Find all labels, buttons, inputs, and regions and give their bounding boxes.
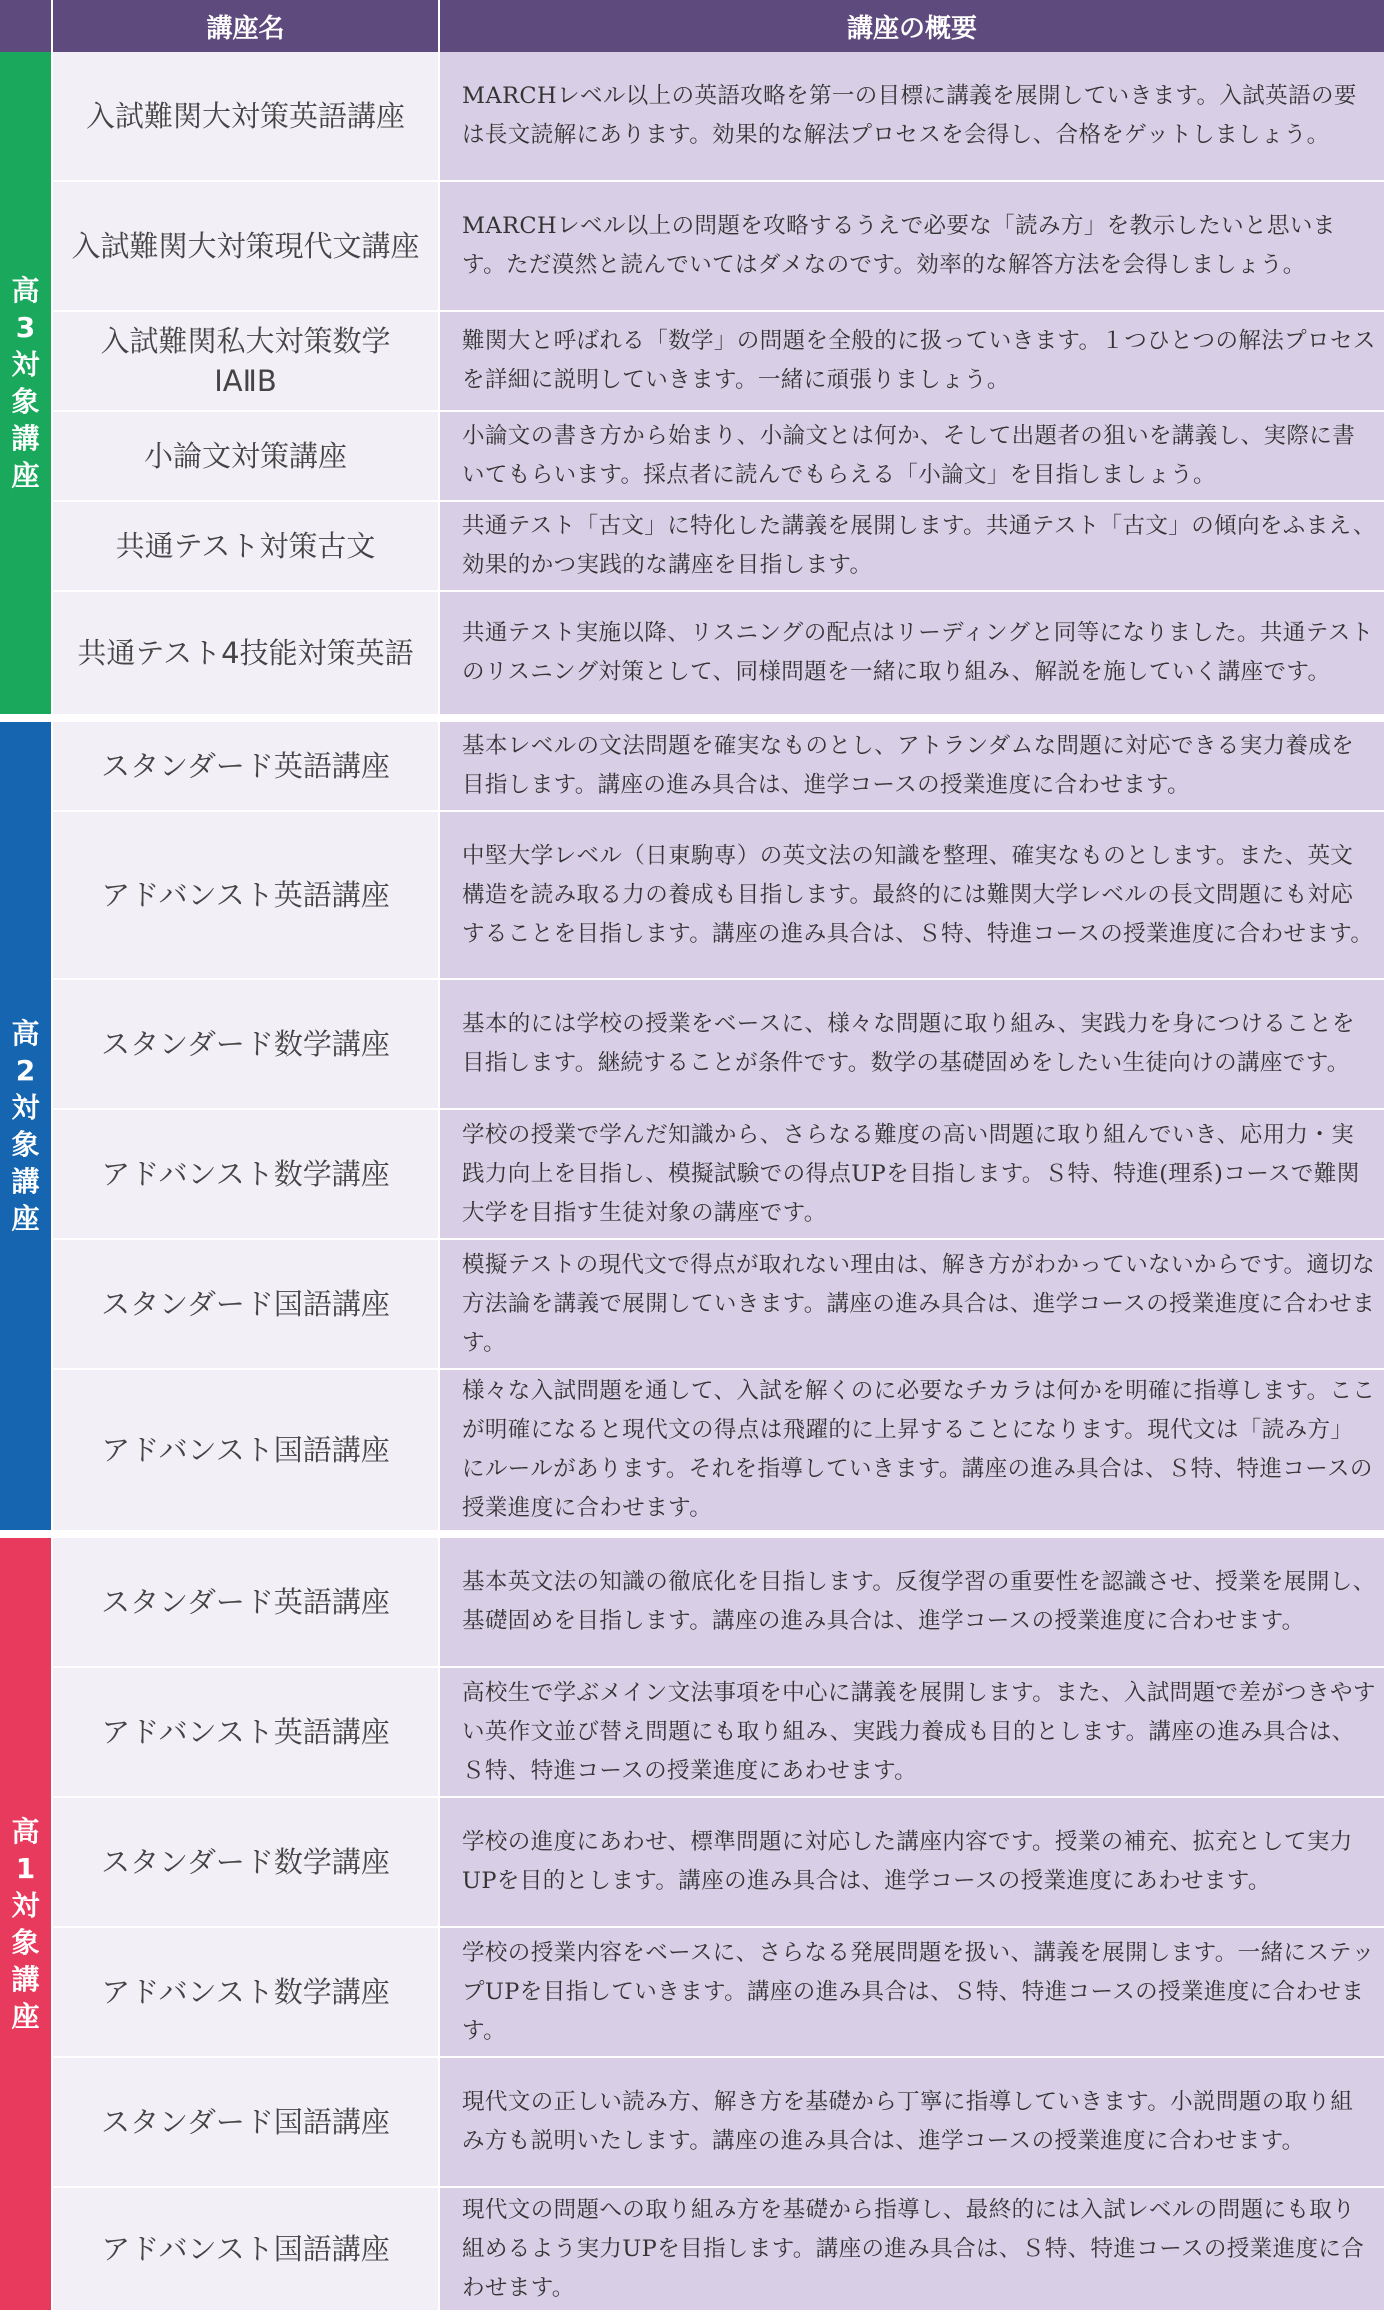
course-summary: 学校の進度にあわせ、標準問題に対応した講座内容です。授業の補充、拡充として実力UPを目的とします。講座の進み具合は、進学コースの授業進度にあわせます。 (440, 1798, 1384, 1928)
header-course-summary: 講座の概要 (440, 0, 1384, 52)
grade-label-cell (0, 52, 53, 722)
course-name: スタンダード国語講座 (53, 2058, 440, 2188)
course-summary: 基本レベルの文法問題を確実なものとし、アトランダムな問題に対応できる実力養成を目指します。講座の進み具合は、進学コースの授業進度に合わせます。 (440, 722, 1384, 812)
table-row (0, 1668, 1384, 1798)
course-summary: 小論文の書き方から始まり、小論文とは何か、そして出題者の狙いを講義し、実際に書いてもらいます。採点者に読んでもらえる「小論文」を目指しましょう。 (440, 412, 1384, 502)
grade-label: 高1対象講座 (11, 1815, 40, 2033)
table-row (0, 1538, 1384, 1668)
course-summary: 共通テスト「古文」に特化した講義を展開します。共通テスト「古文」の傾向をふまえ、効果的かつ実践的な講座を目指します。 (440, 502, 1384, 592)
course-summary: 現代文の問題への取り組み方を基礎から指導し、最終的には入試レベルの問題にも取り組めるよう実力UPを目指します。講座の進み具合は、Ｓ特、特進コースの授業進度に合わせます。 (440, 2188, 1384, 2318)
course-name: スタンダード英語講座 (53, 1538, 440, 1668)
grade-label-cell (0, 722, 53, 1538)
course-summary: 共通テスト実施以降、リスニングの配点はリーディングと同等になりました。共通テストのリスニング対策として、同様問題を一緒に取り組み、解説を施していく講座です。 (440, 592, 1384, 722)
course-name: 入試難関私大対策数学 ⅠAⅡB (53, 312, 440, 412)
table-row (0, 1110, 1384, 1240)
table-row (0, 182, 1384, 312)
table-row (0, 812, 1384, 980)
course-name: スタンダード数学講座 (53, 980, 440, 1110)
course-name: 小論文対策講座 (53, 412, 440, 502)
table-row (0, 1240, 1384, 1370)
header-grade-cell (0, 0, 53, 52)
table-row (0, 502, 1384, 592)
course-summary: 基本英文法の知識の徹底化を目指します。反復学習の重要性を認識させ、授業を展開し、基礎固めを目指します。講座の進み具合は、進学コースの授業進度に合わせます。 (440, 1538, 1384, 1668)
grade-label: 高2対象講座 (11, 1017, 40, 1235)
course-summary: 中堅大学レベル（日東駒専）の英文法の知識を整理、確実なものとします。また、英文構造を読み取る力の養成も目指します。最終的には難関大学レベルの長文問題にも対応することを目指します。講座の進み具合は、Ｓ特、特進コースの授業進度に合わせます。 (440, 812, 1384, 980)
course-name: アドバンスト英語講座 (53, 812, 440, 980)
course-name: 入試難関大対策現代文講座 (53, 182, 440, 312)
course-name: 共通テスト4技能対策英語 (53, 592, 440, 722)
course-name: アドバンスト数学講座 (53, 1928, 440, 2058)
table-row (0, 980, 1384, 1110)
table-row (0, 592, 1384, 722)
course-name: アドバンスト数学講座 (53, 1110, 440, 1240)
course-name: アドバンスト国語講座 (53, 2188, 440, 2318)
course-summary: 基本的には学校の授業をベースに、様々な問題に取り組み、実践力を身につけることを目指します。継続することが条件です。数学の基礎固めをしたい生徒向けの講座です。 (440, 980, 1384, 1110)
course-summary: 模擬テストの現代文で得点が取れない理由は、解き方がわかっていないからです。適切な方法論を講義で展開していきます。講座の進み具合は、進学コースの授業進度に合わせます。 (440, 1240, 1384, 1370)
course-name: アドバンスト国語講座 (53, 1370, 440, 1538)
course-name: 入試難関大対策英語講座 (53, 52, 440, 182)
header-course-name: 講座名 (53, 0, 440, 52)
course-summary: 様々な入試問題を通して、入試を解くのに必要なチカラは何かを明確に指導します。ここが明確になると現代文の得点は飛躍的に上昇することになります。現代文は「読み方」にルールがあります。それを指導していきます。講座の進み具合は、Ｓ特、特進コースの授業進度に合わせます。 (440, 1370, 1384, 1538)
course-summary: MARCHレベル以上の英語攻略を第一の目標に講義を展開していきます。入試英語の要は長文読解にあります。効果的な解法プロセスを会得し、合格をゲットしましょう。 (440, 52, 1384, 182)
table-row (0, 2058, 1384, 2188)
grade-label-cell (0, 1538, 53, 2318)
course-summary: MARCHレベル以上の問題を攻略するうえで必要な「読み方」を教示したいと思います。ただ漠然と読んでいてはダメなのです。効率的な解答方法を会得しましょう。 (440, 182, 1384, 312)
table-row (0, 1798, 1384, 1928)
table-header-row (0, 0, 1384, 52)
course-name: スタンダード国語講座 (53, 1240, 440, 1370)
course-summary: 学校の授業で学んだ知識から、さらなる難度の高い問題に取り組んでいき、応用力・実践力向上を目指し、模擬試験での得点UPを目指します。Ｓ特、特進(理系)コースで難関大学を目指す生徒対象の講座です。 (440, 1110, 1384, 1240)
course-summary: 難関大と呼ばれる「数学」の問題を全般的に扱っていきます。１つひとつの解法プロセスを詳細に説明していきます。一緒に頑張りましょう。 (440, 312, 1384, 412)
course-name: 共通テスト対策古文 (53, 502, 440, 592)
table-row (0, 1928, 1384, 2058)
table-row (0, 1370, 1384, 1538)
table-row (0, 52, 1384, 182)
table-body (0, 52, 1384, 2318)
course-summary: 高校生で学ぶメイン文法事項を中心に講義を展開します。また、入試問題で差がつきやすい英作文並び替え問題にも取り組み、実践力養成も目的とします。講座の進み具合は、Ｓ特、特進コースの授業進度にあわせます。 (440, 1668, 1384, 1798)
course-name: スタンダード英語講座 (53, 722, 440, 812)
grade-label: 高3対象講座 (11, 274, 40, 492)
table-row (0, 412, 1384, 502)
course-summary: 現代文の正しい読み方、解き方を基礎から丁寧に指導していきます。小説問題の取り組み方も説明いたします。講座の進み具合は、進学コースの授業進度に合わせます。 (440, 2058, 1384, 2188)
course-name: スタンダード数学講座 (53, 1798, 440, 1928)
table-row (0, 722, 1384, 812)
course-name: アドバンスト英語講座 (53, 1668, 440, 1798)
table-row (0, 312, 1384, 412)
course-summary: 学校の授業内容をベースに、さらなる発展問題を扱い、講義を展開します。一緒にステップUPを目指していきます。講座の進み具合は、Ｓ特、特進コースの授業進度に合わせます。 (440, 1928, 1384, 2058)
table-row (0, 2188, 1384, 2318)
